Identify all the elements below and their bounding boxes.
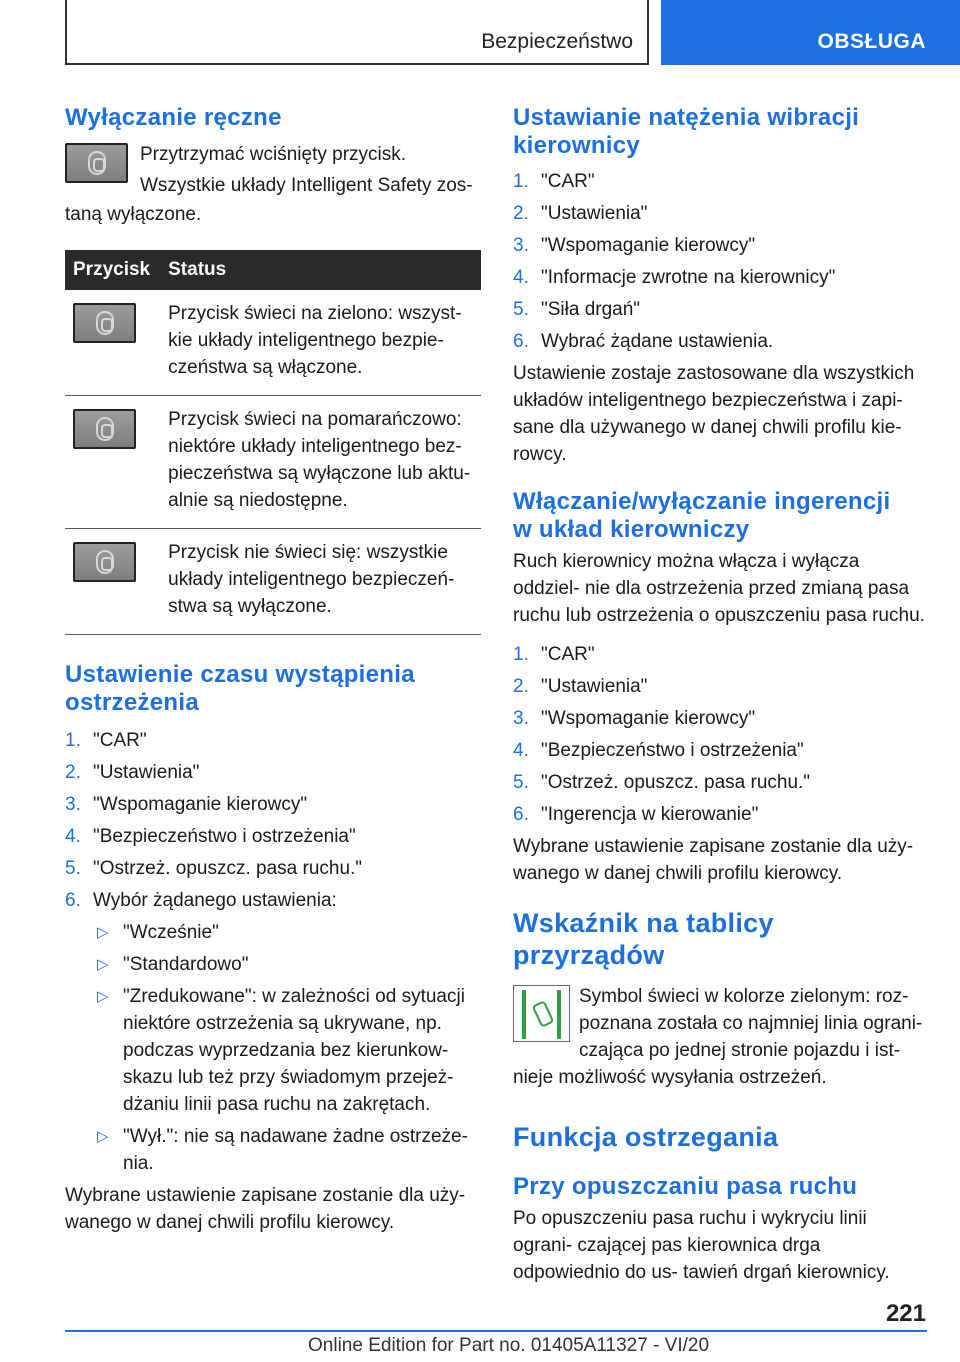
indicator-text-line2: poznana została co najmniej linia ograni- [579,1013,923,1034]
button-green-icon [73,303,136,343]
vibration-heading-line2: kierownicy [513,132,641,159]
list-item: 6. Wybór żądanego ustawienia: ▷ "Wcześnie" ▷ "Standardowo" ▷ "Zredukowane": w zależności od sytuacji niektóre ostrzeżenia są ukrywane, np. podczas wyprzedzania bez kierunkow- skazu lub też przy świadomym przejeż- dżaniu linii pasa ruchu na zakrętach. ▷ "Wył.": nie są nadawane żadne ostrzeże- nia. [65,887,481,1177]
steering-intro: Ruch kierownicy można włącza i wyłącza oddziel- nie dla ostrzeżenia przed zmianą pasa ruchu lub ostrzeżenia o opuszczeniu pasa ruchu. [513,551,925,626]
table-header-button: Przycisk [65,250,160,290]
header-frame [65,0,649,65]
indicator-heading: Wskaźnik na tablicy przyrządów [513,908,774,970]
option-item: ▷ "Wył.": nie są nadawane żadne ostrzeże- nia. [97,1126,468,1174]
chapter-tab-label: OBSŁUGA [817,30,926,53]
table-row [65,396,481,529]
chapter-tab [661,0,960,65]
list-item: 4. "Informacje zwrotne na kierownicy" [513,267,836,288]
vibration-note: Ustawienie zostaje zastosowane dla wszystkich układów inteligentnego bezpieczeństwa i zapi- sane dla używanego w danej chwili profilu kie- rowcy. [513,363,915,465]
footer-divider [65,1330,927,1332]
safety-button-icon [65,143,128,183]
table-header-status: Status [160,250,481,290]
list-item: 2. "Ustawienia" [513,203,648,224]
steering-heading-line1: Włączanie/wyłączanie ingerencji [513,488,891,515]
timing-options [93,919,481,1177]
list-item: 3. "Wspomaganie kierowcy" [513,708,756,729]
list-item: 3. "Wspomaganie kierowcy" [513,235,756,256]
table-row [65,290,481,396]
right-column [513,100,928,1286]
steering-note: Wybrane ustawienie zapisane zostanie dla uży- wanego w danej chwili profilu kierowcy. [513,836,914,884]
list-item: 5. "Siła drgań" [513,299,641,320]
timing-heading-line2: ostrzeżenia [65,689,200,716]
timing-steps [65,727,481,1177]
steering-heading [513,488,928,544]
list-item: 1. "CAR" [65,730,147,751]
warning-heading: Funkcja ostrzegania [513,1122,779,1152]
lane-departure-icon [513,985,570,1042]
list-item: 4. "Bezpieczeństwo i ostrzeżenia" [513,740,804,761]
footer-edition: Online Edition for Part no. 01405A11327 - VI/20 [308,1335,710,1356]
left-column [65,100,481,1236]
vibration-steps [513,168,928,355]
list-item: 2. "Ustawienia" [65,762,200,783]
status-green-text: Przycisk świeci na zielono: wszyst- kie układy inteligentnego bezpie- czeństwa są włączone. [160,290,481,396]
section-title: Bezpieczeństwo [481,30,633,53]
steering-steps [513,641,928,828]
indicator-text-line4: nieje możliwość wysyłania ostrzeżeń. [513,1067,827,1088]
list-item: 6. "Ingerencja w kierowanie" [513,804,759,825]
timing-heading-line1: Ustawienie czasu wystąpienia [65,661,415,688]
status-off-text: Przycisk nie świeci się: wszystkie układy inteligentnego bezpieczeń- stwa są wyłączone. [160,529,481,635]
manual-off-instruction: Przytrzymać wciśnięty przycisk. [140,144,407,165]
timing-note: Wybrane ustawienie zapisane zostanie dla uży- wanego w danej chwili profilu kierowcy. [65,1185,466,1233]
manual-off-heading: Wyłączanie ręczne [65,104,282,131]
vibration-heading [513,104,928,160]
option-item: ▷ "Wcześnie" [97,922,219,943]
page-number: 221 [885,1300,926,1327]
manual-off-text-line1: Wszystkie układy Intelligent Safety zos- [140,175,473,196]
indicator-text-line1: Symbol świeci w kolorze zielonym: roz- [579,986,909,1007]
button-off-icon [73,542,136,582]
option-item: ▷ "Standardowo" [97,954,249,975]
warning-text: Po opuszczeniu pasa ruchu i wykryciu linii ograni- czającej pas kierownica drga odpowiednio do us- tawień drgań kierownicy. [513,1208,890,1283]
list-item: 3. "Wspomaganie kierowcy" [65,794,308,815]
table-row [65,529,481,635]
list-item: 1. "CAR" [513,644,595,665]
manual-off-block [65,141,481,205]
list-item: 5. "Ostrzeż. opuszcz. pasa ruchu." [65,858,363,879]
list-item: 5. "Ostrzeż. opuszcz. pasa ruchu." [513,772,811,793]
vibration-heading-line1: Ustawianie natężenia wibracji [513,104,860,131]
list-item: 1. "CAR" [513,171,595,192]
button-orange-icon [73,409,136,449]
indicator-text-line3: czająca po jednej stronie pojazdu i ist- [579,1040,901,1061]
steering-heading-line2: w układ kierowniczy [513,516,750,543]
option-item: ▷ "Zredukowane": w zależności od sytuacji niektóre ostrzeżenia są ukrywane, np. podczas wyprzedzania bez kierunkow- skazu lub też przy świadomym przejeż- dżaniu linii pasa ruchu na zakrętach. [97,986,465,1115]
list-item: 2. "Ustawienia" [513,676,648,697]
timing-heading [65,661,481,717]
status-orange-text: Przycisk świeci na pomarańczowo: niektóre układy inteligentnego bez- pieczeństwa są wyłączone lub aktu- alnie są niedostępne. [160,396,481,529]
list-item: 6. Wybrać żądane ustawienia. [513,331,774,352]
warning-subheading: Przy opuszczaniu pasa ruchu [513,1173,858,1200]
button-status-table [65,250,481,635]
list-item: 4. "Bezpieczeństwo i ostrzeżenia" [65,826,356,847]
indicator-block [513,983,928,1064]
manual-off-text-line2: taną wyłączone. [65,204,202,225]
